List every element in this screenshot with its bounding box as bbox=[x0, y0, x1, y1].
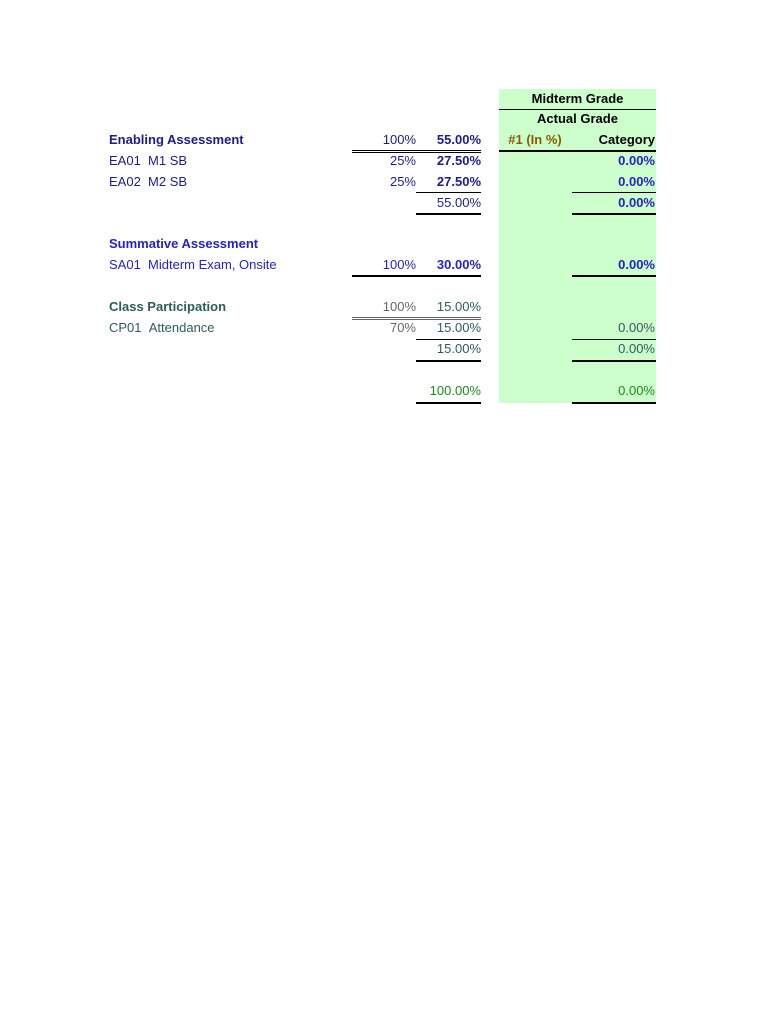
section-value: 55.00% bbox=[436, 132, 481, 147]
item-weight: 25% bbox=[389, 153, 416, 168]
item-weight: 70% bbox=[389, 320, 416, 335]
item-label: EA02 M2 SB bbox=[109, 174, 188, 189]
subtotal-category: 0.00% bbox=[618, 195, 655, 210]
item-category: 0.00% bbox=[618, 153, 655, 168]
item-category: 0.00% bbox=[618, 320, 655, 335]
item-value: 30.00% bbox=[436, 257, 481, 272]
item-label: SA01 Midterm Exam, Onsite bbox=[109, 257, 277, 272]
section-value: 15.00% bbox=[436, 299, 481, 314]
divider bbox=[352, 275, 481, 277]
divider bbox=[416, 402, 481, 404]
total-value: 100.00% bbox=[429, 383, 481, 398]
section-weight: 100% bbox=[382, 299, 416, 314]
midterm-grade-header: Midterm Grade bbox=[531, 91, 624, 106]
divider bbox=[572, 360, 656, 362]
section-weight: 100% bbox=[382, 132, 416, 147]
item-value: 15.00% bbox=[436, 320, 481, 335]
section-title: Class Participation bbox=[109, 299, 227, 314]
item-label: EA01 M1 SB bbox=[109, 153, 188, 168]
col1-header: #1 (In %) bbox=[508, 132, 562, 147]
divider bbox=[572, 402, 656, 404]
section-title: Enabling Assessment bbox=[109, 132, 244, 147]
category-header: Category bbox=[598, 132, 655, 147]
subtotal-value: 15.00% bbox=[436, 341, 481, 356]
item-value: 27.50% bbox=[436, 174, 481, 189]
item-category: 0.00% bbox=[618, 257, 655, 272]
item-weight: 100% bbox=[382, 257, 416, 272]
item-weight: 25% bbox=[389, 174, 416, 189]
item-value: 27.50% bbox=[436, 153, 481, 168]
subtotal-value: 55.00% bbox=[436, 195, 481, 210]
item-label: CP01 Attendance bbox=[109, 320, 215, 335]
divider bbox=[416, 213, 481, 215]
divider bbox=[416, 360, 481, 362]
section-title: Summative Assessment bbox=[109, 236, 259, 251]
divider bbox=[572, 213, 656, 215]
actual-grade-header: Actual Grade bbox=[537, 111, 618, 126]
item-category: 0.00% bbox=[618, 174, 655, 189]
total-category: 0.00% bbox=[618, 383, 655, 398]
divider bbox=[572, 275, 656, 277]
subtotal-category: 0.00% bbox=[618, 341, 655, 356]
